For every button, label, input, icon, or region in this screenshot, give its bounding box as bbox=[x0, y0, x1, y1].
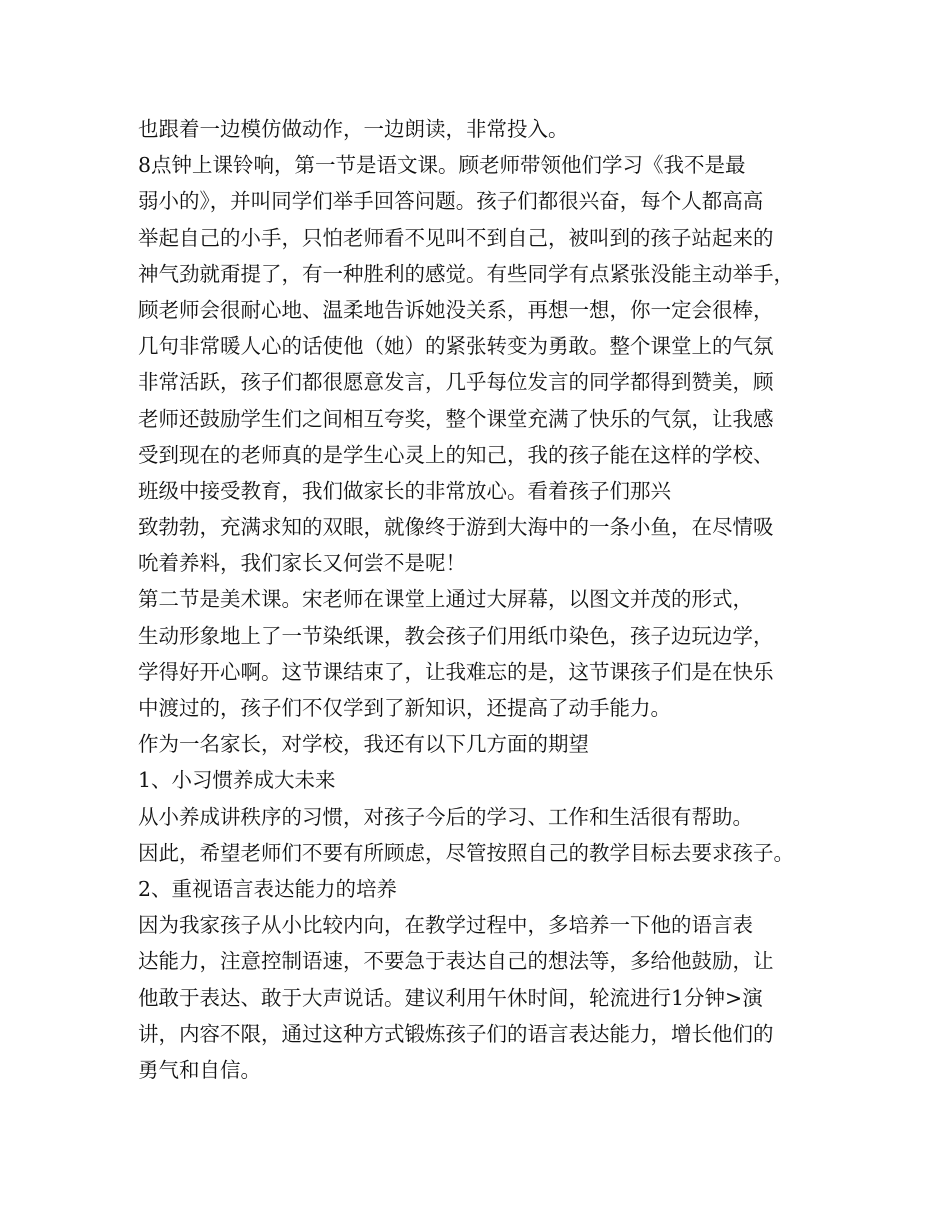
text-line: 1、小习惯养成大未来 bbox=[138, 768, 336, 793]
text-line: 讲，内容不限，通过这种方式锻炼孩子们的语言表达能力，增长他们的 bbox=[138, 1021, 774, 1046]
text-line: 中渡过的，孩子们不仅学到了新知识，还提高了动手能力。 bbox=[138, 696, 671, 720]
text-line: 因为我家孩子从小比较内向，在教学过程中，多培养一下他的语言表 bbox=[138, 913, 753, 938]
text-line: 也跟着一边模仿做动作，一边朗读，非常投入。 bbox=[138, 117, 569, 141]
text-line: 因此，希望老师们不要有所顾虑，尽管按照自己的教学目标去要求孩子。 bbox=[138, 840, 794, 865]
text-line: 班级中接受教育，我们做家长的非常放心。看着孩子们那兴 bbox=[138, 478, 671, 503]
text-line: 他敢于表达、敢于大声说话。建议利用午休时间，轮流进行1分钟>演 bbox=[138, 985, 763, 1010]
text-line: 举起自己的小手，只怕老师看不见叫不到自己，被叫到的孩子站起来的 bbox=[138, 225, 774, 250]
text-line: 生动形象地上了一节染纸课，教会孩子们用纸巾染色，孩子边玩边学， bbox=[138, 623, 774, 648]
text-line: 神气劲就甭提了，有一种胜利的感觉。有些同学有点紧张没能主动举手， bbox=[138, 261, 794, 286]
text-line: 吮着养料，我们家长又何尝不是呢！ bbox=[138, 551, 466, 576]
text-line: 非常活跃，孩子们都很愿意发言，几乎每位发言的同学都得到赞美，顾 bbox=[138, 370, 774, 395]
text-line: 弱小的》，并叫同学们举手回答问题。孩子们都很兴奋，每个人都高高 bbox=[138, 189, 764, 214]
text-line: 受到现在的老师真的是学生心灵上的知己，我的孩子能在这样的学校、 bbox=[138, 442, 774, 467]
text-line: 第二节是美术课。宋老师在课堂上通过大屏幕，以图文并茂的形式， bbox=[138, 587, 753, 612]
text-line: 达能力，注意控制语速，不要急于表达自己的想法等，多给他鼓励，让 bbox=[138, 949, 774, 974]
text-line: 勇气和自信。 bbox=[138, 1057, 261, 1082]
text-line: 致勃勃，充满求知的双眼，就像终于游到大海中的一条小鱼，在尽情吸 bbox=[138, 515, 774, 540]
text-line: 几句非常暖人心的话使他（她）的紧张转变为勇敢。整个课堂上的气氛 bbox=[138, 334, 774, 359]
body-text bbox=[138, 111, 828, 1088]
text-line: 顾老师会很耐心地、温柔地告诉她没关系，再想一想，你一定会很棒， bbox=[138, 297, 774, 322]
text-line: 2、重视语言表达能力的培养 bbox=[138, 876, 398, 901]
text-line: 老师还鼓励学生们之间相互夸奖，整个课堂充满了快乐的气氛，让我感 bbox=[138, 406, 774, 431]
text-line: 从小养成讲秩序的习惯，对孩子今后的学习、工作和生活很有帮助。 bbox=[138, 804, 753, 829]
text-line: 8点钟上课铃响，第一节是语文课。顾老师带领他们学习《我不是最 bbox=[138, 153, 746, 178]
text-line: 学得好开心啊。这节课结束了，让我难忘的是，这节课孩子们是在快乐 bbox=[138, 659, 774, 684]
text-line: 作为一名家长，对学校，我还有以下几方面的期望 bbox=[138, 732, 589, 757]
